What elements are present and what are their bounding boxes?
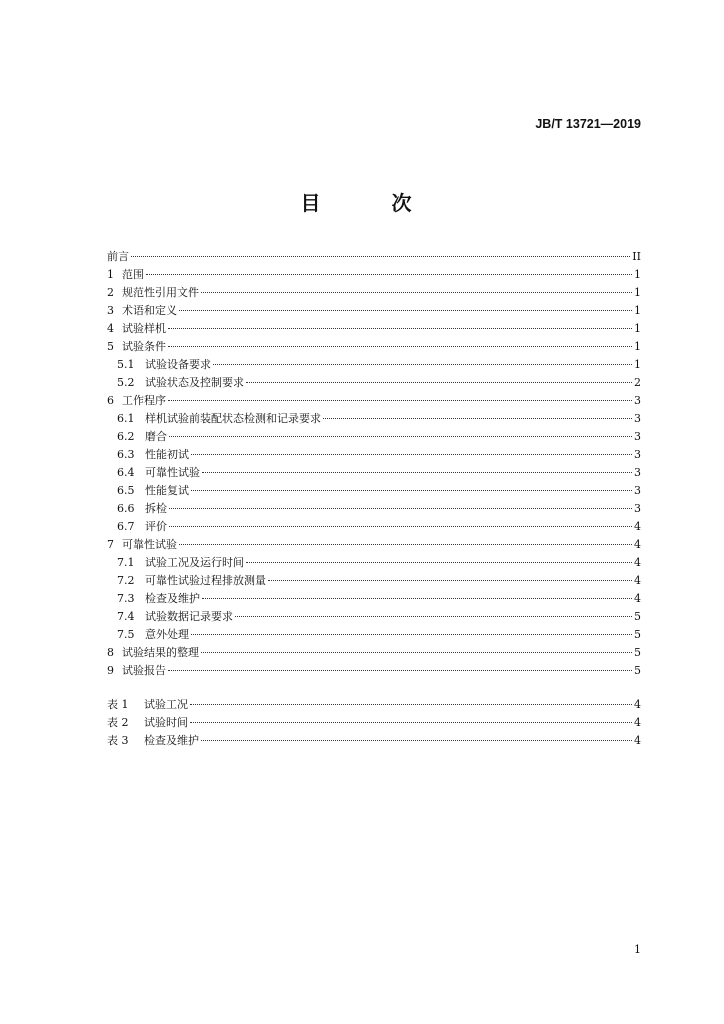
toc-entry-number: 5 bbox=[107, 340, 114, 353]
dot-leader bbox=[168, 670, 632, 671]
dot-leader bbox=[235, 616, 632, 617]
toc-entry-number: 7.5 bbox=[117, 628, 135, 641]
toc-entry-page: 5 bbox=[634, 646, 641, 659]
toc-entry-label: 工作程序 bbox=[122, 394, 166, 407]
toc-entry-label: 试验工况 bbox=[144, 698, 188, 711]
toc-entry-label: 规范性引用文件 bbox=[122, 286, 199, 299]
standard-code: JB/T 13721—2019 bbox=[535, 117, 641, 131]
dot-leader bbox=[201, 652, 632, 653]
toc-entry-page: 4 bbox=[634, 556, 641, 569]
toc-entry-page: 5 bbox=[634, 610, 641, 623]
toc-entry-label: 检查及维护 bbox=[145, 592, 200, 605]
toc-entry-label: 可靠性试验 bbox=[145, 466, 200, 479]
toc-entry-page: 4 bbox=[634, 520, 641, 533]
toc-entry-label: 样机试验前装配状态检测和记录要求 bbox=[145, 412, 321, 425]
toc-entry[interactable] bbox=[107, 554, 641, 572]
toc-entry-page: 4 bbox=[634, 716, 641, 729]
dot-leader bbox=[201, 740, 632, 741]
toc-entry-number: 7 bbox=[107, 538, 114, 551]
toc-entry-number: 8 bbox=[107, 646, 114, 659]
table-of-contents bbox=[107, 248, 641, 680]
toc-entry-label: 试验数据记录要求 bbox=[145, 610, 233, 623]
toc-entry[interactable] bbox=[107, 410, 641, 428]
toc-entry[interactable] bbox=[107, 590, 641, 608]
toc-entry-number: 6.2 bbox=[117, 430, 135, 443]
toc-entry-number: 6.1 bbox=[117, 412, 135, 425]
toc-entry[interactable] bbox=[107, 626, 641, 644]
toc-entry-page: 1 bbox=[634, 358, 641, 371]
toc-entry-number: 4 bbox=[107, 322, 114, 335]
toc-entry-label: 磨合 bbox=[145, 430, 167, 443]
toc-entry[interactable] bbox=[107, 302, 641, 320]
dot-leader bbox=[169, 436, 632, 437]
dot-leader bbox=[213, 364, 632, 365]
toc-entry[interactable] bbox=[107, 662, 641, 680]
toc-entry[interactable] bbox=[107, 446, 641, 464]
toc-entry-number: 3 bbox=[107, 304, 114, 317]
toc-entry-number: 6.7 bbox=[117, 520, 135, 533]
toc-entry-label: 试验条件 bbox=[122, 340, 166, 353]
toc-entry-number: 6.6 bbox=[117, 502, 135, 515]
toc-entry-page: 1 bbox=[634, 322, 641, 335]
toc-entry-page: 3 bbox=[634, 412, 641, 425]
toc-entry-page: 2 bbox=[634, 376, 641, 389]
toc-entry-page: 1 bbox=[634, 286, 641, 299]
dot-leader bbox=[168, 346, 632, 347]
toc-entry-page: 3 bbox=[634, 484, 641, 497]
toc-entry-page: 3 bbox=[634, 448, 641, 461]
toc-entry-page: 3 bbox=[634, 394, 641, 407]
toc-entry-page: 4 bbox=[634, 698, 641, 711]
toc-entry-page: 3 bbox=[634, 466, 641, 479]
toc-entry-page: 4 bbox=[634, 538, 641, 551]
dot-leader bbox=[246, 382, 632, 383]
toc-entry[interactable] bbox=[107, 572, 641, 590]
toc-entry[interactable] bbox=[107, 518, 641, 536]
toc-entry-page: 4 bbox=[634, 592, 641, 605]
toc-entry-label: 可靠性试验过程排放测量 bbox=[145, 574, 266, 587]
toc-entry-page: 4 bbox=[634, 574, 641, 587]
page-title: 目 次 bbox=[300, 191, 444, 215]
dot-leader bbox=[202, 472, 632, 473]
toc-entry-number: 7.2 bbox=[117, 574, 135, 587]
toc-entry[interactable] bbox=[107, 320, 641, 338]
toc-entry-label: 术语和定义 bbox=[122, 304, 177, 317]
toc-entry-page: 1 bbox=[634, 268, 641, 281]
dot-leader bbox=[246, 562, 632, 563]
dot-leader bbox=[191, 634, 632, 635]
toc-entry-label: 拆检 bbox=[145, 502, 167, 515]
toc-entry[interactable] bbox=[107, 356, 641, 374]
toc-entry-number: 表 1 bbox=[107, 698, 129, 711]
toc-entry[interactable] bbox=[107, 536, 641, 554]
toc-entry[interactable] bbox=[107, 482, 641, 500]
toc-entry-number: 2 bbox=[107, 286, 114, 299]
toc-entry-page: 4 bbox=[634, 734, 641, 747]
toc-entry-label: 试验工况及运行时间 bbox=[145, 556, 244, 569]
toc-entry-number: 9 bbox=[107, 664, 114, 677]
dot-leader bbox=[179, 544, 632, 545]
toc-entry[interactable] bbox=[107, 732, 641, 750]
toc-entry-number: 6 bbox=[107, 394, 114, 407]
toc-entry[interactable] bbox=[107, 428, 641, 446]
dot-leader bbox=[169, 526, 632, 527]
toc-entry[interactable] bbox=[107, 374, 641, 392]
toc-entry-label: 试验结果的整理 bbox=[122, 646, 199, 659]
toc-entry[interactable] bbox=[107, 266, 641, 284]
toc-entry-number: 5.1 bbox=[117, 358, 135, 371]
dot-leader bbox=[131, 256, 630, 257]
dot-leader bbox=[268, 580, 632, 581]
toc-entry-label: 试验时间 bbox=[144, 716, 188, 729]
dot-leader bbox=[168, 328, 632, 329]
dot-leader bbox=[179, 310, 632, 311]
dot-leader bbox=[191, 454, 632, 455]
toc-entry-label: 试验报告 bbox=[122, 664, 166, 677]
toc-entry-label: 前言 bbox=[107, 250, 129, 263]
list-of-tables bbox=[107, 696, 641, 750]
toc-entry-label: 检查及维护 bbox=[144, 734, 199, 747]
footer-page-number: 1 bbox=[634, 943, 641, 956]
dot-leader bbox=[191, 490, 632, 491]
toc-entry-number: 6.3 bbox=[117, 448, 135, 461]
dot-leader bbox=[190, 704, 632, 705]
toc-entry-label: 范围 bbox=[122, 268, 144, 281]
toc-entry-label: 性能初试 bbox=[145, 448, 189, 461]
toc-entry-label: 可靠性试验 bbox=[122, 538, 177, 551]
toc-entry[interactable] bbox=[107, 696, 641, 714]
toc-entry-number: 7.4 bbox=[117, 610, 135, 623]
toc-entry-page: 1 bbox=[634, 304, 641, 317]
toc-entry[interactable] bbox=[107, 500, 641, 518]
dot-leader bbox=[169, 508, 632, 509]
toc-entry-label: 试验状态及控制要求 bbox=[145, 376, 244, 389]
dot-leader bbox=[190, 722, 632, 723]
toc-entry[interactable] bbox=[107, 284, 641, 302]
toc-entry[interactable] bbox=[107, 464, 641, 482]
dot-leader bbox=[202, 598, 632, 599]
toc-entry[interactable] bbox=[107, 338, 641, 356]
toc-entry[interactable] bbox=[107, 644, 641, 662]
dot-leader bbox=[168, 400, 632, 401]
toc-entry-label: 试验样机 bbox=[122, 322, 166, 335]
toc-entry-label: 评价 bbox=[145, 520, 167, 533]
toc-entry-number: 7.1 bbox=[117, 556, 135, 569]
toc-entry[interactable] bbox=[107, 248, 641, 266]
toc-entry-label: 意外处理 bbox=[145, 628, 189, 641]
toc-entry-page: 5 bbox=[634, 628, 641, 641]
toc-entry-page: 5 bbox=[634, 664, 641, 677]
toc-entry-page: 3 bbox=[634, 502, 641, 515]
toc-entry-page: II bbox=[632, 250, 641, 263]
toc-entry-page: 1 bbox=[634, 340, 641, 353]
toc-entry-page: 3 bbox=[634, 430, 641, 443]
dot-leader bbox=[323, 418, 632, 419]
dot-leader bbox=[201, 292, 632, 293]
toc-entry-label: 性能复试 bbox=[145, 484, 189, 497]
toc-entry-number: 表 3 bbox=[107, 734, 129, 747]
toc-entry-number: 1 bbox=[107, 268, 114, 281]
toc-entry-number: 6.4 bbox=[117, 466, 135, 479]
toc-entry[interactable] bbox=[107, 608, 641, 626]
toc-entry[interactable] bbox=[107, 714, 641, 732]
toc-entry-number: 5.2 bbox=[117, 376, 135, 389]
toc-entry-number: 表 2 bbox=[107, 716, 129, 729]
toc-entry-number: 6.5 bbox=[117, 484, 135, 497]
toc-entry[interactable] bbox=[107, 392, 641, 410]
toc-entry-number: 7.3 bbox=[117, 592, 135, 605]
toc-entry-label: 试验设备要求 bbox=[145, 358, 211, 371]
dot-leader bbox=[146, 274, 632, 275]
